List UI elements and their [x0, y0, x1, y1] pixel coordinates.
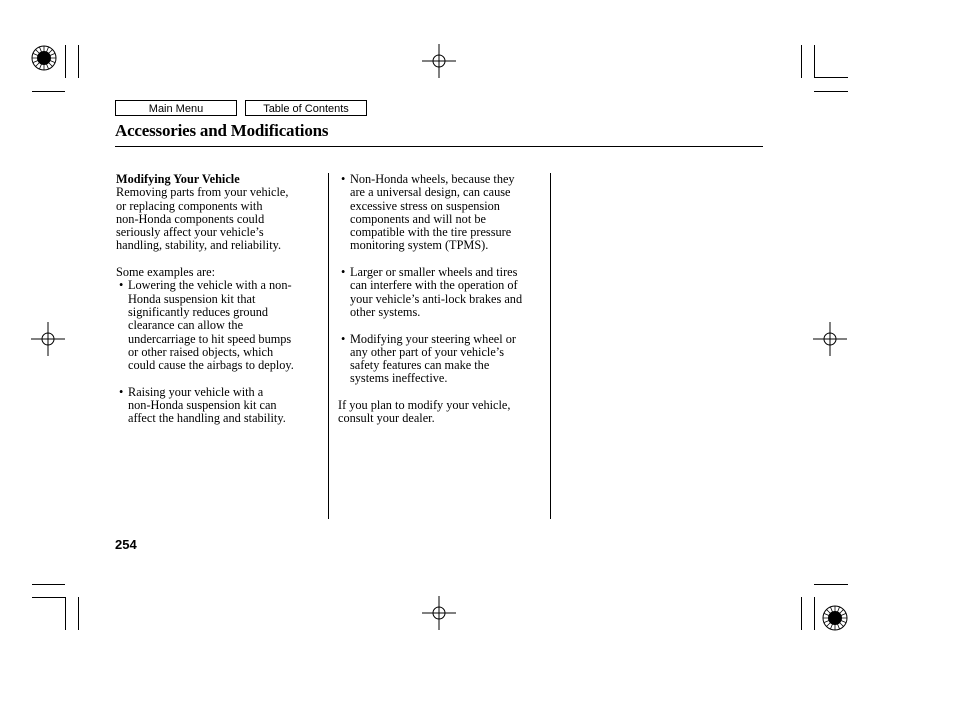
- list-item: [338, 266, 546, 319]
- page-number: 254: [115, 537, 137, 552]
- page-title: Accessories and Modifications: [115, 121, 329, 140]
- text-line: other systems.: [350, 304, 421, 319]
- text-line: affect the handling and stability.: [128, 411, 286, 426]
- list-item: [338, 333, 546, 386]
- text-line: • Modifying your steering wheel or: [350, 331, 516, 346]
- text-line: consult your dealer.: [338, 411, 435, 426]
- crosshair-icon: [31, 322, 65, 356]
- crosshair-icon: [422, 44, 456, 78]
- list-item: [116, 279, 324, 372]
- crop-mark: [65, 45, 66, 78]
- text-line: non-Honda suspension kit can: [128, 398, 277, 413]
- text-line: clearance can allow the: [128, 318, 244, 333]
- column-2: [338, 173, 546, 426]
- crop-mark: [78, 597, 79, 630]
- crop-mark: [32, 91, 65, 92]
- crop-mark: [32, 584, 65, 585]
- text-line: • Raising your vehicle with a: [128, 384, 264, 399]
- text-line: or other raised objects, which: [128, 344, 274, 359]
- text-line: could cause the airbags to deploy.: [128, 358, 294, 373]
- text-line: compatible with the tire pressure: [350, 225, 512, 240]
- text-line: Some examples are:: [116, 265, 216, 280]
- text-line: If you plan to modify your vehicle,: [338, 398, 511, 413]
- column-divider: [550, 173, 551, 519]
- text-line: non-Honda components could: [116, 211, 265, 226]
- crop-mark: [814, 45, 815, 78]
- crosshair-icon: [813, 322, 847, 356]
- crop-mark: [814, 91, 848, 92]
- text-line: undercarriage to hit speed bumps: [128, 331, 292, 346]
- text-line: can interfere with the operation of: [350, 278, 518, 293]
- column-divider: [328, 173, 329, 519]
- crop-mark: [65, 597, 66, 630]
- crop-mark: [801, 45, 802, 78]
- text-line: seriously affect your vehicle’s: [116, 225, 264, 240]
- crosshair-icon: [422, 596, 456, 630]
- crop-mark: [814, 77, 848, 78]
- crop-mark: [78, 45, 79, 78]
- table-of-contents-button[interactable]: Table of Contents: [245, 100, 367, 116]
- text-line: excessive stress on suspension: [350, 198, 500, 213]
- crop-mark: [814, 597, 815, 630]
- list-item: [116, 386, 324, 426]
- crop-mark: [32, 597, 65, 598]
- crop-mark: [814, 584, 848, 585]
- text-line: • Larger or smaller wheels and tires: [350, 265, 518, 280]
- text-line: handling, stability, and reliability.: [116, 238, 282, 253]
- text-line: significantly reduces ground: [128, 304, 269, 319]
- text-line: Honda suspension kit that: [128, 291, 256, 306]
- sunburst-icon: [30, 44, 58, 72]
- text-line: your vehicle’s anti-lock brakes and: [350, 291, 523, 306]
- text-line: systems ineffective.: [350, 371, 448, 386]
- crop-mark: [801, 597, 802, 630]
- text-line: components and will not be: [350, 211, 486, 226]
- section-heading: Modifying Your Vehicle: [116, 172, 240, 186]
- list-item: [338, 173, 546, 253]
- column-1: [116, 173, 324, 426]
- text-line: safety features can make the: [350, 358, 490, 373]
- text-line: • Non-Honda wheels, because they: [350, 172, 515, 186]
- text-line: any other part of your vehicle’s: [350, 344, 504, 359]
- text-line: or replacing components with: [116, 198, 263, 213]
- text-line: • Lowering the vehicle with a non-: [128, 278, 292, 293]
- text-line: monitoring system (TPMS).: [350, 238, 489, 253]
- text-line: are a universal design, can cause: [350, 185, 511, 200]
- sunburst-icon: [821, 604, 849, 632]
- main-menu-button[interactable]: Main Menu: [115, 100, 237, 116]
- text-line: Removing parts from your vehicle,: [116, 185, 289, 200]
- title-rule: [115, 146, 763, 147]
